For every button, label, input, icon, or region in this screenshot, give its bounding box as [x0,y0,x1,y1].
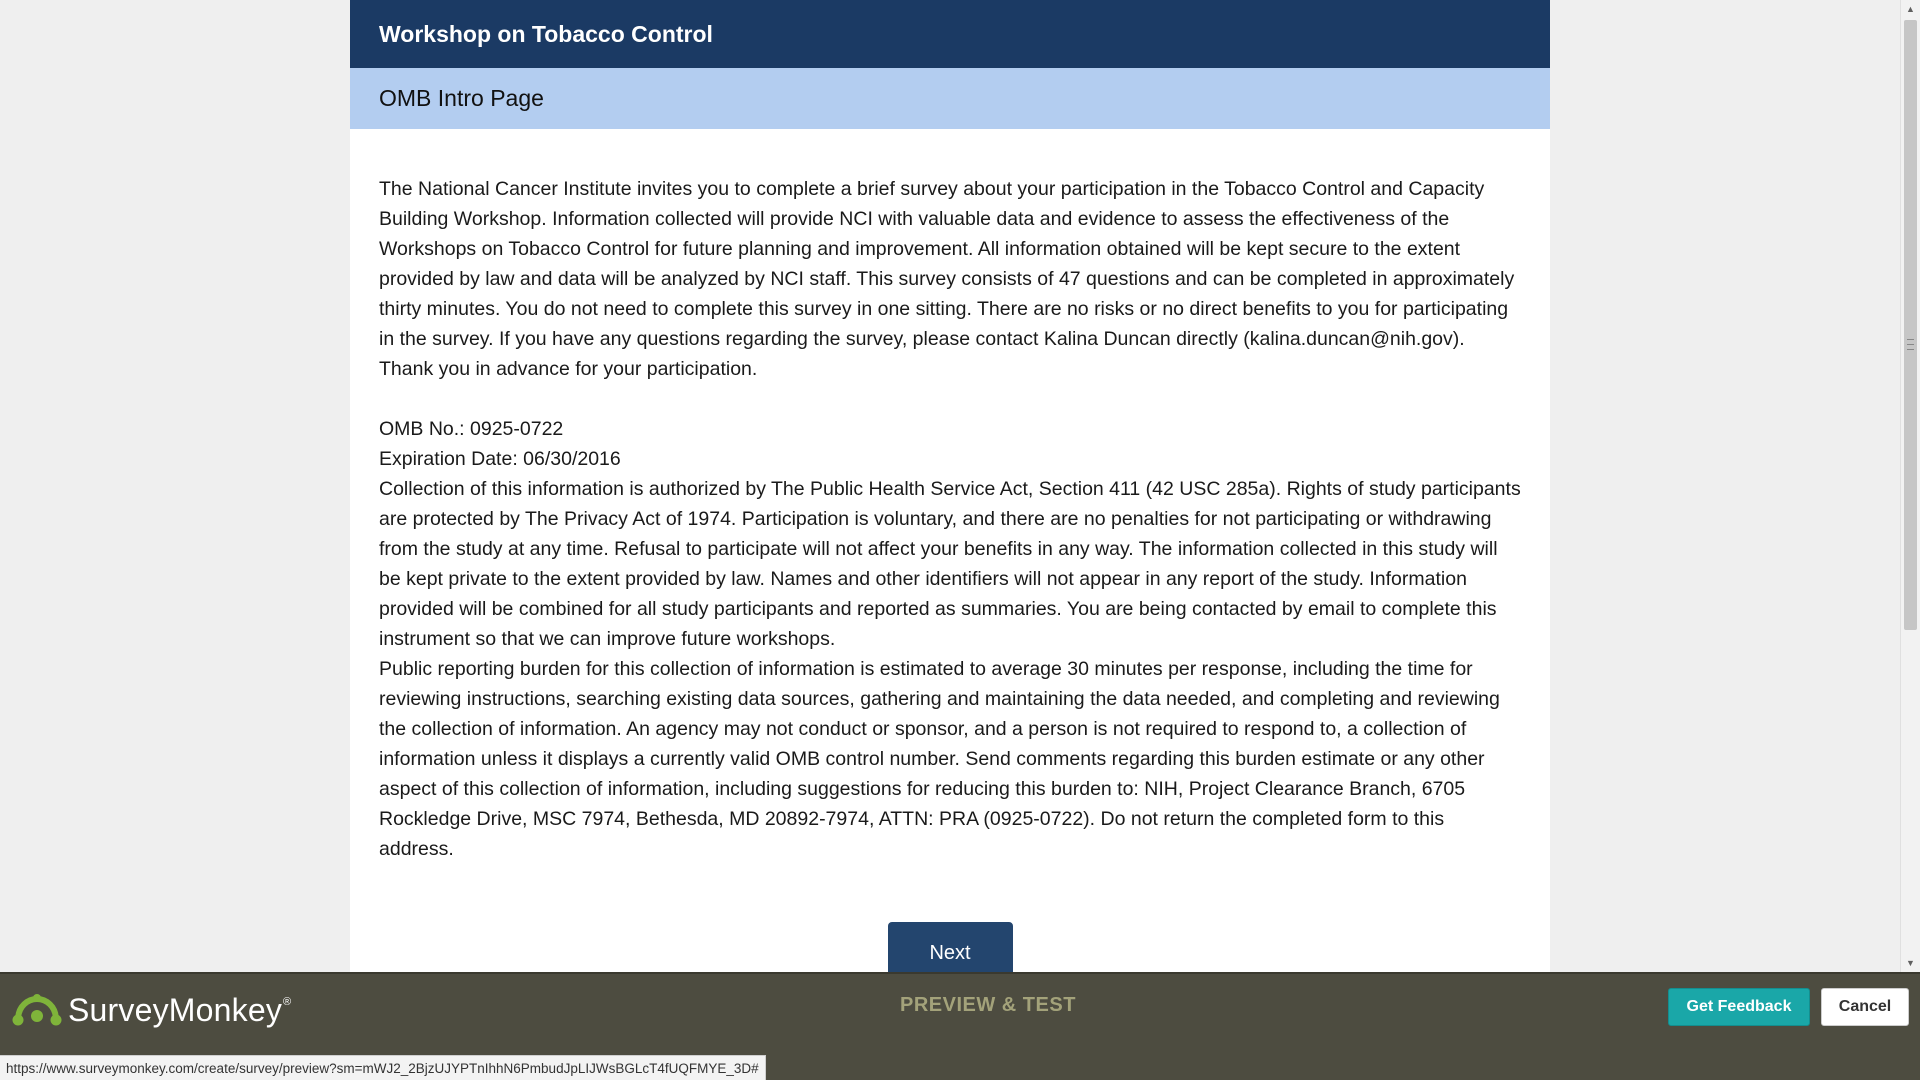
survey-title: Workshop on Tobacco Control [350,0,1550,68]
brand [12,988,291,1032]
page-title: OMB Intro Page [350,68,1550,129]
scroll-up-arrow-icon[interactable]: ▲ [1906,4,1915,14]
burden-paragraph: Public reporting burden for this collection of information is estimated to average 30 minutes per response, including the time for reviewing instructions, searching existing data sources, gathering and maintaining the data needed, and completing and reviewing the collection of information. An agency may not conduct or sponsor, and a person is not required to respond to, a collection of information unless it displays a currently valid OMB control number. Send comments regarding this burden estimate or any other aspect of this collection of information, including suggestions for reducing this burden to: NIH, Project Clearance Branch, 6705 Rockledge Drive, MSC 7974, Bethesda, MD 20892-7974, ATTN: PRA (0925-0722). Do not return the completed form to this address. [379,658,1500,860]
scroll-thumb[interactable] [1904,20,1917,630]
survey-container [350,0,1550,972]
scroll-grip-icon [1907,339,1914,350]
omb-number: OMB No.: 0925-0722 [379,418,564,440]
authority-paragraph: Collection of this information is authorized by The Public Health Service Act, Section 411 (42 USC 285a). Rights of study participants are protected by The Privacy Act of 1974. Participation is voluntary, and there are no penalties for not participating or withdrawing from the study at any time. Refusal to participate will not affect your benefits in any way. The information collected in this study will be kept private to the extent provided by law. Names and other identifiers will not appear in any report of the study. Information provided will be combined for all study participants and reported as summaries. You are being contacted by email to complete this instrument so that we can improve future workshops. [379,478,1521,650]
next-button[interactable]: Next [888,922,1013,972]
brand-registered-mark: ® [283,996,292,1008]
expiration-date: Expiration Date: 06/30/2016 [379,448,621,470]
surveymonkey-logo-icon [12,990,62,1030]
scroll-down-arrow-icon[interactable]: ▼ [1906,958,1915,968]
intro-paragraph: The National Cancer Institute invites you to complete a brief survey about your participation in the Tobacco Control and Capacity Building Workshop. Information collected will provide NCI with valuable data and evidence to assess the effectiveness of the Workshops on Tobacco Control for future planning and improvement. All information obtained will be kept secure to the extent provided by law and data will be analyzed by NCI staff. This survey consists of 47 questions and can be completed in approximately thirty minutes. You do not need to complete this survey in one sitting. There are no risks or no direct benefits to you for participating in the survey. If you have any questions regarding the survey, please contact Kalina Duncan directly (kalina.duncan@nih.gov). Thank you in advance for your participation. [379,178,1515,380]
preview-mode-label: PREVIEW & TEST [900,994,1076,1016]
cancel-button[interactable]: Cancel [1821,988,1909,1026]
survey-body [350,129,1550,864]
brand-name: SurveyMonkey [68,991,283,1028]
vertical-scrollbar[interactable] [1900,0,1920,972]
status-bar-url: https://www.surveymonkey.com/create/survey/preview?sm=mWJ2_2BjzUJYPTnIhhN6PmbudJpLIJWsBGLcT4fUQFMYE_3D# [0,1055,766,1080]
paragraph-spacer [379,384,1521,414]
get-feedback-button[interactable]: Get Feedback [1668,988,1810,1026]
next-button-wrap [350,922,1550,972]
